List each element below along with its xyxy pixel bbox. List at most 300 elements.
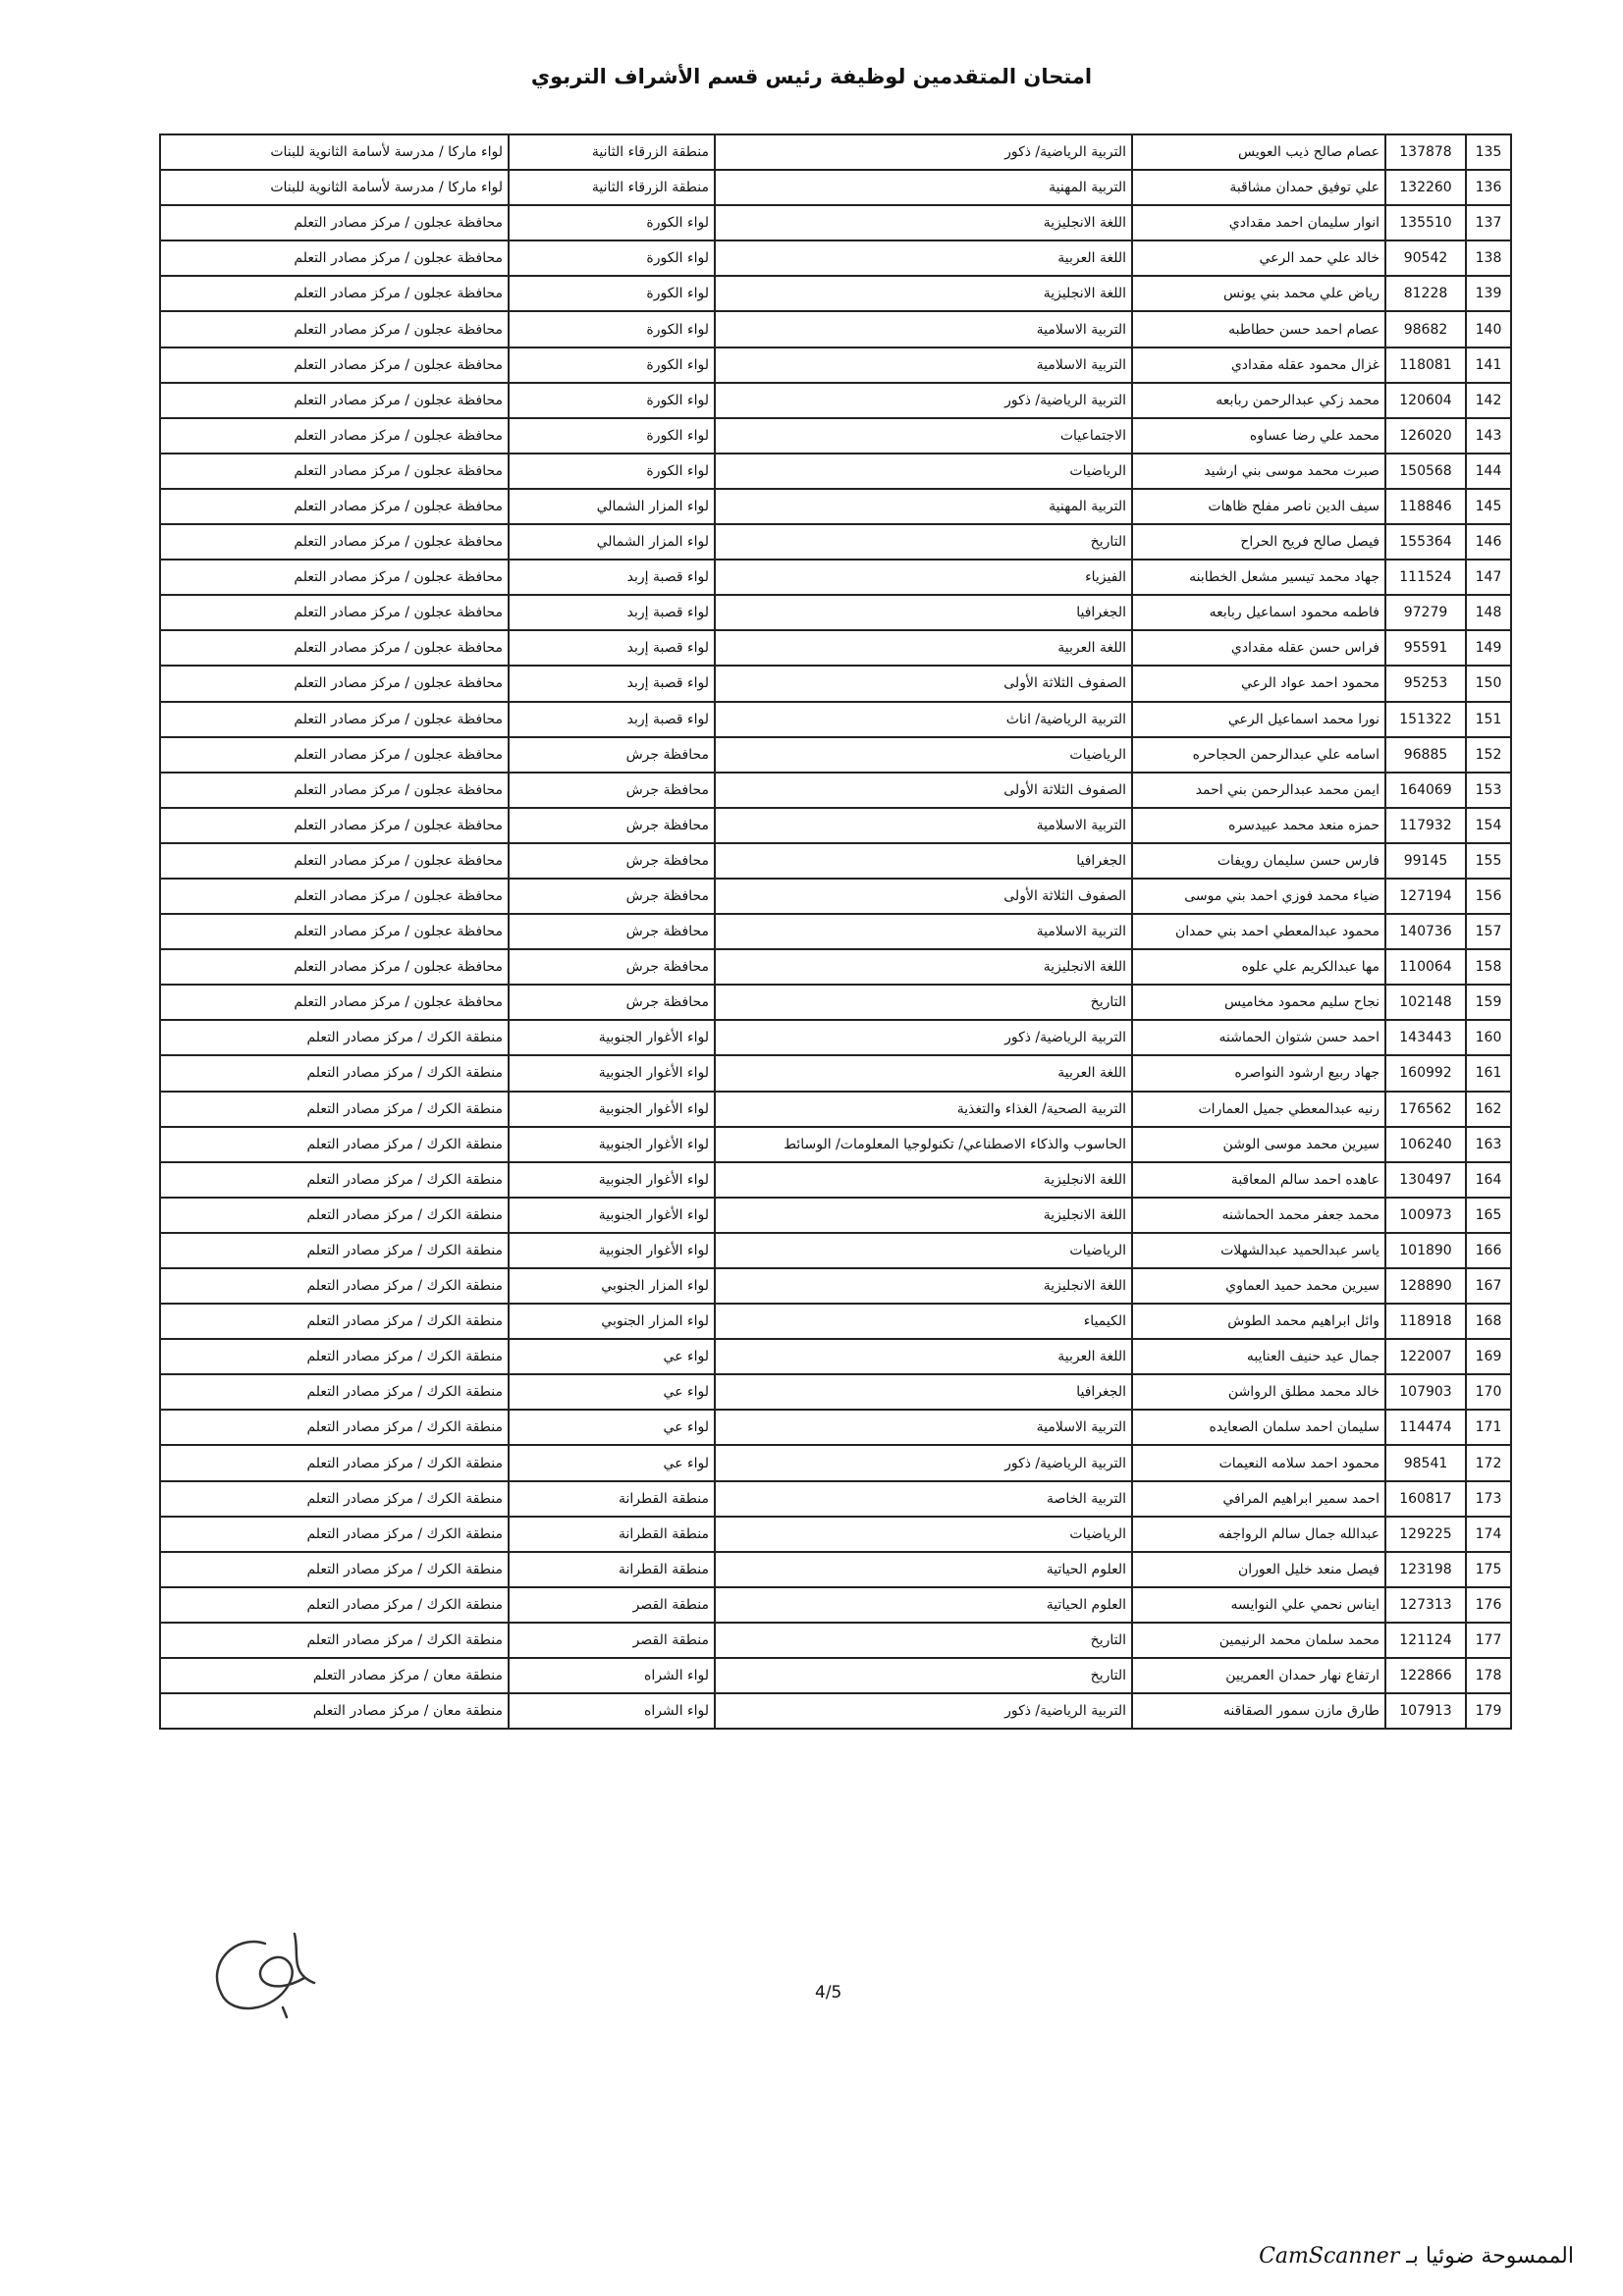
directorate-cell: لواء عي: [509, 1445, 715, 1480]
candidate-id-cell: 160817: [1385, 1481, 1466, 1517]
row-number-cell: 176: [1466, 1587, 1511, 1623]
specialization-cell: التربية الصحية/ الغذاء والتغذية: [715, 1092, 1132, 1127]
exam-center-cell: منطقة الكرك / مركز مصادر التعلم: [160, 1517, 509, 1552]
table-row: [160, 914, 1511, 949]
exam-center-cell: محافظة عجلون / مركز مصادر التعلم: [160, 737, 509, 773]
candidate-name-cell: نجاح سليم محمود مخاميس: [1132, 985, 1385, 1020]
specialization-cell: التاريخ: [715, 985, 1132, 1020]
table-row: [160, 702, 1511, 737]
candidate-id-cell: 135510: [1385, 205, 1466, 240]
table-row: [160, 1092, 1511, 1127]
table-row: [160, 773, 1511, 808]
candidate-id-cell: 96885: [1385, 737, 1466, 773]
row-number-cell: 136: [1466, 170, 1511, 205]
candidate-id-cell: 155364: [1385, 524, 1466, 560]
exam-center-cell: منطقة الكرك / مركز مصادر التعلم: [160, 1481, 509, 1517]
row-number-cell: 143: [1466, 418, 1511, 454]
exam-center-cell: محافظة عجلون / مركز مصادر التعلم: [160, 383, 509, 418]
candidate-name-cell: عصام احمد حسن حطاطبه: [1132, 311, 1385, 347]
table-row: [160, 808, 1511, 843]
row-number-cell: 164: [1466, 1162, 1511, 1198]
table-row: [160, 595, 1511, 630]
table-row: [160, 1623, 1511, 1658]
candidate-id-cell: 160992: [1385, 1055, 1466, 1091]
exam-center-cell: منطقة الكرك / مركز مصادر التعلم: [160, 1374, 509, 1410]
exam-center-cell: محافظة عجلون / مركز مصادر التعلم: [160, 808, 509, 843]
row-number-cell: 177: [1466, 1623, 1511, 1658]
specialization-cell: اللغة العربية: [715, 240, 1132, 276]
directorate-cell: لواء المزار الجنوبي: [509, 1304, 715, 1339]
candidate-name-cell: فيصل منعد خليل العوران: [1132, 1552, 1385, 1587]
specialization-cell: الجغرافيا: [715, 1374, 1132, 1410]
directorate-cell: لواء الأغوار الجنوبية: [509, 1092, 715, 1127]
candidate-name-cell: سليمان احمد سلمان الصعايده: [1132, 1410, 1385, 1445]
row-number-cell: 144: [1466, 454, 1511, 489]
row-number-cell: 159: [1466, 985, 1511, 1020]
directorate-cell: لواء الكورة: [509, 276, 715, 311]
exam-center-cell: منطقة الكرك / مركز مصادر التعلم: [160, 1055, 509, 1091]
table-row: [160, 240, 1511, 276]
candidate-id-cell: 95591: [1385, 630, 1466, 666]
specialization-cell: التربية الاسلامية: [715, 914, 1132, 949]
specialization-cell: الرياضيات: [715, 1233, 1132, 1268]
row-number-cell: 165: [1466, 1198, 1511, 1233]
candidate-name-cell: عصام صالح ذيب العويس: [1132, 134, 1385, 170]
specialization-cell: اللغة العربية: [715, 1055, 1132, 1091]
table-row: [160, 843, 1511, 879]
candidate-name-cell: محمد سلمان محمد الرنيمين: [1132, 1623, 1385, 1658]
specialization-cell: الكيمياء: [715, 1304, 1132, 1339]
candidate-id-cell: 137878: [1385, 134, 1466, 170]
exam-center-cell: محافظة عجلون / مركز مصادر التعلم: [160, 454, 509, 489]
candidate-id-cell: 99145: [1385, 843, 1466, 879]
candidate-name-cell: جمال عيد حنيف العنايبه: [1132, 1339, 1385, 1374]
candidate-id-cell: 81228: [1385, 276, 1466, 311]
exam-center-cell: منطقة الكرك / مركز مصادر التعلم: [160, 1162, 509, 1198]
row-number-cell: 154: [1466, 808, 1511, 843]
specialization-cell: الجغرافيا: [715, 843, 1132, 879]
directorate-cell: لواء الشراه: [509, 1693, 715, 1729]
directorate-cell: لواء الكورة: [509, 240, 715, 276]
specialization-cell: التربية الرياضية/ ذكور: [715, 1693, 1132, 1729]
specialization-cell: الرياضيات: [715, 737, 1132, 773]
row-number-cell: 152: [1466, 737, 1511, 773]
table-row: [160, 666, 1511, 701]
specialization-cell: التربية الاسلامية: [715, 808, 1132, 843]
candidate-id-cell: 107913: [1385, 1693, 1466, 1729]
scanner-prefix: الممسوحة ضوئيا بـ: [1406, 2244, 1574, 2269]
candidate-id-cell: 150568: [1385, 454, 1466, 489]
candidate-id-cell: 122866: [1385, 1658, 1466, 1693]
candidate-name-cell: سيرين محمد حميد العماوي: [1132, 1268, 1385, 1304]
table-row: [160, 1339, 1511, 1374]
exam-center-cell: محافظة عجلون / مركز مصادر التعلم: [160, 276, 509, 311]
directorate-cell: لواء الأغوار الجنوبية: [509, 1020, 715, 1055]
specialization-cell: الرياضيات: [715, 454, 1132, 489]
row-number-cell: 149: [1466, 630, 1511, 666]
table-row: [160, 1198, 1511, 1233]
row-number-cell: 171: [1466, 1410, 1511, 1445]
exam-center-cell: منطقة الكرك / مركز مصادر التعلم: [160, 1339, 509, 1374]
directorate-cell: لواء الكورة: [509, 205, 715, 240]
directorate-cell: منطقة القطرانة: [509, 1552, 715, 1587]
directorate-cell: لواء الكورة: [509, 418, 715, 454]
candidate-id-cell: 129225: [1385, 1517, 1466, 1552]
table-row: [160, 1127, 1511, 1162]
row-number-cell: 140: [1466, 311, 1511, 347]
table-row: [160, 205, 1511, 240]
directorate-cell: محافظة جرش: [509, 914, 715, 949]
table-row: [160, 1445, 1511, 1480]
row-number-cell: 162: [1466, 1092, 1511, 1127]
candidate-id-cell: 117932: [1385, 808, 1466, 843]
candidate-id-cell: 106240: [1385, 1127, 1466, 1162]
directorate-cell: لواء المزار الجنوبي: [509, 1268, 715, 1304]
row-number-cell: 148: [1466, 595, 1511, 630]
table-row: [160, 1481, 1511, 1517]
specialization-cell: التربية الرياضية/ ذكور: [715, 1445, 1132, 1480]
exam-center-cell: لواء ماركا / مدرسة لأسامة الثانوية للبنات: [160, 170, 509, 205]
candidate-name-cell: احمد حسن شتوان الحماشنه: [1132, 1020, 1385, 1055]
table-row: [160, 1162, 1511, 1198]
table-row: [160, 1304, 1511, 1339]
directorate-cell: منطقة القصر: [509, 1587, 715, 1623]
candidate-name-cell: ضياء محمد فوزي احمد بني موسى: [1132, 879, 1385, 914]
candidate-id-cell: 121124: [1385, 1623, 1466, 1658]
exam-center-cell: محافظة عجلون / مركز مصادر التعلم: [160, 949, 509, 985]
table-row: [160, 347, 1511, 383]
table-row: [160, 276, 1511, 311]
row-number-cell: 137: [1466, 205, 1511, 240]
exam-center-cell: محافظة عجلون / مركز مصادر التعلم: [160, 347, 509, 383]
exam-center-cell: محافظة عجلون / مركز مصادر التعلم: [160, 666, 509, 701]
exam-center-cell: محافظة عجلون / مركز مصادر التعلم: [160, 560, 509, 595]
specialization-cell: التربية الاسلامية: [715, 347, 1132, 383]
row-number-cell: 175: [1466, 1552, 1511, 1587]
table-row: [160, 1055, 1511, 1091]
candidate-id-cell: 151322: [1385, 702, 1466, 737]
exam-center-cell: محافظة عجلون / مركز مصادر التعلم: [160, 311, 509, 347]
candidate-id-cell: 118081: [1385, 347, 1466, 383]
exam-center-cell: منطقة الكرك / مركز مصادر التعلم: [160, 1092, 509, 1127]
candidate-name-cell: جهاد محمد تيسير مشعل الخطابنه: [1132, 560, 1385, 595]
candidate-name-cell: رياض علي محمد بني يونس: [1132, 276, 1385, 311]
exam-center-cell: محافظة عجلون / مركز مصادر التعلم: [160, 240, 509, 276]
specialization-cell: العلوم الحياتية: [715, 1587, 1132, 1623]
exam-center-cell: محافظة عجلون / مركز مصادر التعلم: [160, 985, 509, 1020]
table-row: [160, 985, 1511, 1020]
directorate-cell: لواء قصبة إربد: [509, 560, 715, 595]
specialization-cell: الفيزياء: [715, 560, 1132, 595]
candidate-name-cell: محمود احمد عواد الرعي: [1132, 666, 1385, 701]
row-number-cell: 161: [1466, 1055, 1511, 1091]
candidate-name-cell: سيف الدين ناصر مفلح ظاهات: [1132, 489, 1385, 524]
row-number-cell: 138: [1466, 240, 1511, 276]
directorate-cell: لواء الكورة: [509, 454, 715, 489]
specialization-cell: اللغة العربية: [715, 1339, 1132, 1374]
table-row: [160, 1552, 1511, 1587]
specialization-cell: اللغة الانجليزية: [715, 1162, 1132, 1198]
row-number-cell: 172: [1466, 1445, 1511, 1480]
table-row: [160, 524, 1511, 560]
row-number-cell: 169: [1466, 1339, 1511, 1374]
specialization-cell: التربية المهنية: [715, 489, 1132, 524]
candidates-table: [159, 133, 1512, 1730]
table-row: [160, 1658, 1511, 1693]
exam-center-cell: منطقة الكرك / مركز مصادر التعلم: [160, 1304, 509, 1339]
row-number-cell: 150: [1466, 666, 1511, 701]
row-number-cell: 156: [1466, 879, 1511, 914]
row-number-cell: 178: [1466, 1658, 1511, 1693]
specialization-cell: الصفوف الثلاثة الأولى: [715, 773, 1132, 808]
exam-center-cell: محافظة عجلون / مركز مصادر التعلم: [160, 524, 509, 560]
exam-center-cell: محافظة عجلون / مركز مصادر التعلم: [160, 702, 509, 737]
row-number-cell: 167: [1466, 1268, 1511, 1304]
directorate-cell: منطقة الزرقاء الثانية: [509, 134, 715, 170]
exam-center-cell: محافظة عجلون / مركز مصادر التعلم: [160, 773, 509, 808]
exam-center-cell: منطقة الكرك / مركز مصادر التعلم: [160, 1268, 509, 1304]
candidate-name-cell: محمود عبدالمعطي احمد بني حمدان: [1132, 914, 1385, 949]
exam-center-cell: منطقة الكرك / مركز مصادر التعلم: [160, 1233, 509, 1268]
specialization-cell: التربية الرياضية/ اناث: [715, 702, 1132, 737]
exam-center-cell: محافظة عجلون / مركز مصادر التعلم: [160, 843, 509, 879]
table-row: [160, 418, 1511, 454]
specialization-cell: التربية المهنية: [715, 170, 1132, 205]
specialization-cell: اللغة الانجليزية: [715, 276, 1132, 311]
directorate-cell: لواء الكورة: [509, 347, 715, 383]
directorate-cell: لواء عي: [509, 1410, 715, 1445]
candidate-name-cell: محمد علي رضا عساوه: [1132, 418, 1385, 454]
row-number-cell: 158: [1466, 949, 1511, 985]
candidate-id-cell: 98541: [1385, 1445, 1466, 1480]
candidate-name-cell: صبرت محمد موسى بني ارشيد: [1132, 454, 1385, 489]
directorate-cell: منطقة القطرانة: [509, 1517, 715, 1552]
scanner-brand: CamScanner: [1259, 2244, 1400, 2269]
table-row: [160, 949, 1511, 985]
specialization-cell: الرياضيات: [715, 1517, 1132, 1552]
specialization-cell: اللغة الانجليزية: [715, 205, 1132, 240]
directorate-cell: محافظة جرش: [509, 773, 715, 808]
row-number-cell: 170: [1466, 1374, 1511, 1410]
specialization-cell: التربية الرياضية/ ذكور: [715, 1020, 1132, 1055]
specialization-cell: العلوم الحياتية: [715, 1552, 1132, 1587]
row-number-cell: 135: [1466, 134, 1511, 170]
specialization-cell: التربية الرياضية/ ذكور: [715, 134, 1132, 170]
directorate-cell: لواء قصبة إربد: [509, 666, 715, 701]
row-number-cell: 153: [1466, 773, 1511, 808]
candidate-name-cell: ايمن محمد عبدالرحمن بني احمد: [1132, 773, 1385, 808]
table-row: [160, 170, 1511, 205]
directorate-cell: لواء الأغوار الجنوبية: [509, 1198, 715, 1233]
specialization-cell: الصفوف الثلاثة الأولى: [715, 879, 1132, 914]
row-number-cell: 139: [1466, 276, 1511, 311]
candidate-id-cell: 140736: [1385, 914, 1466, 949]
specialization-cell: اللغة الانجليزية: [715, 1268, 1132, 1304]
candidate-name-cell: غزال محمود عقله مقدادي: [1132, 347, 1385, 383]
specialization-cell: التاريخ: [715, 1623, 1132, 1658]
exam-center-cell: محافظة عجلون / مركز مصادر التعلم: [160, 489, 509, 524]
specialization-cell: التاريخ: [715, 524, 1132, 560]
specialization-cell: التربية الاسلامية: [715, 1410, 1132, 1445]
table-row: [160, 1517, 1511, 1552]
table-row: [160, 134, 1511, 170]
candidate-id-cell: 118918: [1385, 1304, 1466, 1339]
candidate-name-cell: خالد علي حمد الرعي: [1132, 240, 1385, 276]
exam-center-cell: منطقة معان / مركز مصادر التعلم: [160, 1693, 509, 1729]
table-row: [160, 1587, 1511, 1623]
candidate-id-cell: 128890: [1385, 1268, 1466, 1304]
directorate-cell: لواء قصبة إربد: [509, 630, 715, 666]
row-number-cell: 142: [1466, 383, 1511, 418]
row-number-cell: 163: [1466, 1127, 1511, 1162]
candidate-id-cell: 111524: [1385, 560, 1466, 595]
table-row: [160, 879, 1511, 914]
candidate-id-cell: 127313: [1385, 1587, 1466, 1623]
directorate-cell: محافظة جرش: [509, 949, 715, 985]
directorate-cell: لواء عي: [509, 1374, 715, 1410]
candidate-name-cell: سيرين محمد موسى الوشن: [1132, 1127, 1385, 1162]
row-number-cell: 157: [1466, 914, 1511, 949]
candidate-name-cell: عاهده احمد سالم المعاقبة: [1132, 1162, 1385, 1198]
specialization-cell: اللغة الانجليزية: [715, 1198, 1132, 1233]
exam-center-cell: منطقة الكرك / مركز مصادر التعلم: [160, 1587, 509, 1623]
directorate-cell: لواء قصبة إربد: [509, 595, 715, 630]
candidate-id-cell: 143443: [1385, 1020, 1466, 1055]
specialization-cell: التربية الاسلامية: [715, 311, 1132, 347]
candidate-id-cell: 97279: [1385, 595, 1466, 630]
candidate-name-cell: وائل ابراهيم محمد الطوش: [1132, 1304, 1385, 1339]
candidate-name-cell: خالد محمد مطلق الرواشن: [1132, 1374, 1385, 1410]
row-number-cell: 141: [1466, 347, 1511, 383]
exam-center-cell: منطقة الكرك / مركز مصادر التعلم: [160, 1127, 509, 1162]
candidate-id-cell: 98682: [1385, 311, 1466, 347]
candidates-table-body: [160, 134, 1511, 1729]
candidate-name-cell: فارس حسن سليمان رويفات: [1132, 843, 1385, 879]
candidate-id-cell: 123198: [1385, 1552, 1466, 1587]
candidate-name-cell: محمد زكي عبدالرحمن ربابعه: [1132, 383, 1385, 418]
row-number-cell: 173: [1466, 1481, 1511, 1517]
exam-center-cell: منطقة الكرك / مركز مصادر التعلم: [160, 1623, 509, 1658]
exam-center-cell: محافظة عجلون / مركز مصادر التعلم: [160, 418, 509, 454]
candidate-id-cell: 107903: [1385, 1374, 1466, 1410]
table-row: [160, 1020, 1511, 1055]
directorate-cell: لواء الأغوار الجنوبية: [509, 1127, 715, 1162]
candidate-name-cell: محمد جعفر محمد الحماشنه: [1132, 1198, 1385, 1233]
directorate-cell: لواء الشراه: [509, 1658, 715, 1693]
candidate-name-cell: احمد سمير ابراهيم المرافي: [1132, 1481, 1385, 1517]
candidate-name-cell: علي توفيق حمدان مشاقبة: [1132, 170, 1385, 205]
exam-center-cell: لواء ماركا / مدرسة لأسامة الثانوية للبنات: [160, 134, 509, 170]
specialization-cell: اللغة العربية: [715, 630, 1132, 666]
directorate-cell: محافظة جرش: [509, 985, 715, 1020]
exam-center-cell: محافظة عجلون / مركز مصادر التعلم: [160, 630, 509, 666]
row-number-cell: 155: [1466, 843, 1511, 879]
candidate-name-cell: جهاد ربيع ارشود النواصره: [1132, 1055, 1385, 1091]
row-number-cell: 146: [1466, 524, 1511, 560]
table-row: [160, 1374, 1511, 1410]
exam-center-cell: منطقة الكرك / مركز مصادر التعلم: [160, 1410, 509, 1445]
row-number-cell: 179: [1466, 1693, 1511, 1729]
candidate-id-cell: 130497: [1385, 1162, 1466, 1198]
exam-center-cell: محافظة عجلون / مركز مصادر التعلم: [160, 595, 509, 630]
table-row: [160, 737, 1511, 773]
scanner-watermark: [1259, 2244, 1574, 2269]
directorate-cell: لواء عي: [509, 1339, 715, 1374]
candidate-id-cell: 90542: [1385, 240, 1466, 276]
candidate-id-cell: 102148: [1385, 985, 1466, 1020]
row-number-cell: 160: [1466, 1020, 1511, 1055]
directorate-cell: لواء الأغوار الجنوبية: [509, 1055, 715, 1091]
table-row: [160, 311, 1511, 347]
row-number-cell: 174: [1466, 1517, 1511, 1552]
candidate-name-cell: مها عبدالكريم علي علوه: [1132, 949, 1385, 985]
directorate-cell: منطقة القطرانة: [509, 1481, 715, 1517]
candidate-name-cell: اسامه علي عبدالرحمن الحجاحره: [1132, 737, 1385, 773]
row-number-cell: 166: [1466, 1233, 1511, 1268]
table-row: [160, 383, 1511, 418]
candidate-id-cell: 127194: [1385, 879, 1466, 914]
specialization-cell: الحاسوب والذكاء الاصطناعي/ تكنولوجيا المعلومات/ الوسائط: [715, 1127, 1132, 1162]
candidate-id-cell: 132260: [1385, 170, 1466, 205]
page-number: 4/5: [815, 1983, 842, 2002]
directorate-cell: محافظة جرش: [509, 737, 715, 773]
directorate-cell: لواء الأغوار الجنوبية: [509, 1233, 715, 1268]
candidate-id-cell: 118846: [1385, 489, 1466, 524]
candidate-id-cell: 120604: [1385, 383, 1466, 418]
candidate-id-cell: 110064: [1385, 949, 1466, 985]
exam-center-cell: منطقة الكرك / مركز مصادر التعلم: [160, 1020, 509, 1055]
table-row: [160, 1410, 1511, 1445]
directorate-cell: لواء قصبة إربد: [509, 702, 715, 737]
directorate-cell: منطقة الزرقاء الثانية: [509, 170, 715, 205]
candidate-name-cell: طارق مازن سمور الصقاقنه: [1132, 1693, 1385, 1729]
exam-center-cell: منطقة الكرك / مركز مصادر التعلم: [160, 1552, 509, 1587]
candidate-name-cell: عبدالله جمال سالم الرواجفه: [1132, 1517, 1385, 1552]
directorate-cell: لواء الكورة: [509, 311, 715, 347]
specialization-cell: التربية الرياضية/ ذكور: [715, 383, 1132, 418]
candidate-name-cell: فاطمه محمود اسماعيل ربابعه: [1132, 595, 1385, 630]
candidate-name-cell: حمزه منعد محمد عبيدسره: [1132, 808, 1385, 843]
page-title: امتحان المتقدمين لوظيفة رئيس قسم الأشراف التربوي: [530, 65, 1093, 88]
directorate-cell: محافظة جرش: [509, 843, 715, 879]
directorate-cell: لواء الكورة: [509, 383, 715, 418]
candidate-name-cell: فيصل صالح فريح الحراح: [1132, 524, 1385, 560]
specialization-cell: الاجتماعيات: [715, 418, 1132, 454]
candidate-id-cell: 100973: [1385, 1198, 1466, 1233]
candidate-id-cell: 126020: [1385, 418, 1466, 454]
directorate-cell: محافظة جرش: [509, 808, 715, 843]
specialization-cell: الصفوف الثلاثة الأولى: [715, 666, 1132, 701]
candidate-name-cell: نورا محمد اسماعيل الرعي: [1132, 702, 1385, 737]
table-row: [160, 489, 1511, 524]
specialization-cell: التاريخ: [715, 1658, 1132, 1693]
exam-center-cell: منطقة معان / مركز مصادر التعلم: [160, 1658, 509, 1693]
row-number-cell: 151: [1466, 702, 1511, 737]
table-row: [160, 1233, 1511, 1268]
table-row: [160, 1268, 1511, 1304]
directorate-cell: لواء المزار الشمالي: [509, 489, 715, 524]
candidate-name-cell: فراس حسن عقله مقدادي: [1132, 630, 1385, 666]
table-row: [160, 1693, 1511, 1729]
candidate-id-cell: 95253: [1385, 666, 1466, 701]
candidate-id-cell: 101890: [1385, 1233, 1466, 1268]
directorate-cell: منطقة القصر: [509, 1623, 715, 1658]
candidate-id-cell: 114474: [1385, 1410, 1466, 1445]
row-number-cell: 168: [1466, 1304, 1511, 1339]
candidate-name-cell: ايناس نحمي علي النوايسه: [1132, 1587, 1385, 1623]
table-row: [160, 560, 1511, 595]
exam-center-cell: محافظة عجلون / مركز مصادر التعلم: [160, 205, 509, 240]
